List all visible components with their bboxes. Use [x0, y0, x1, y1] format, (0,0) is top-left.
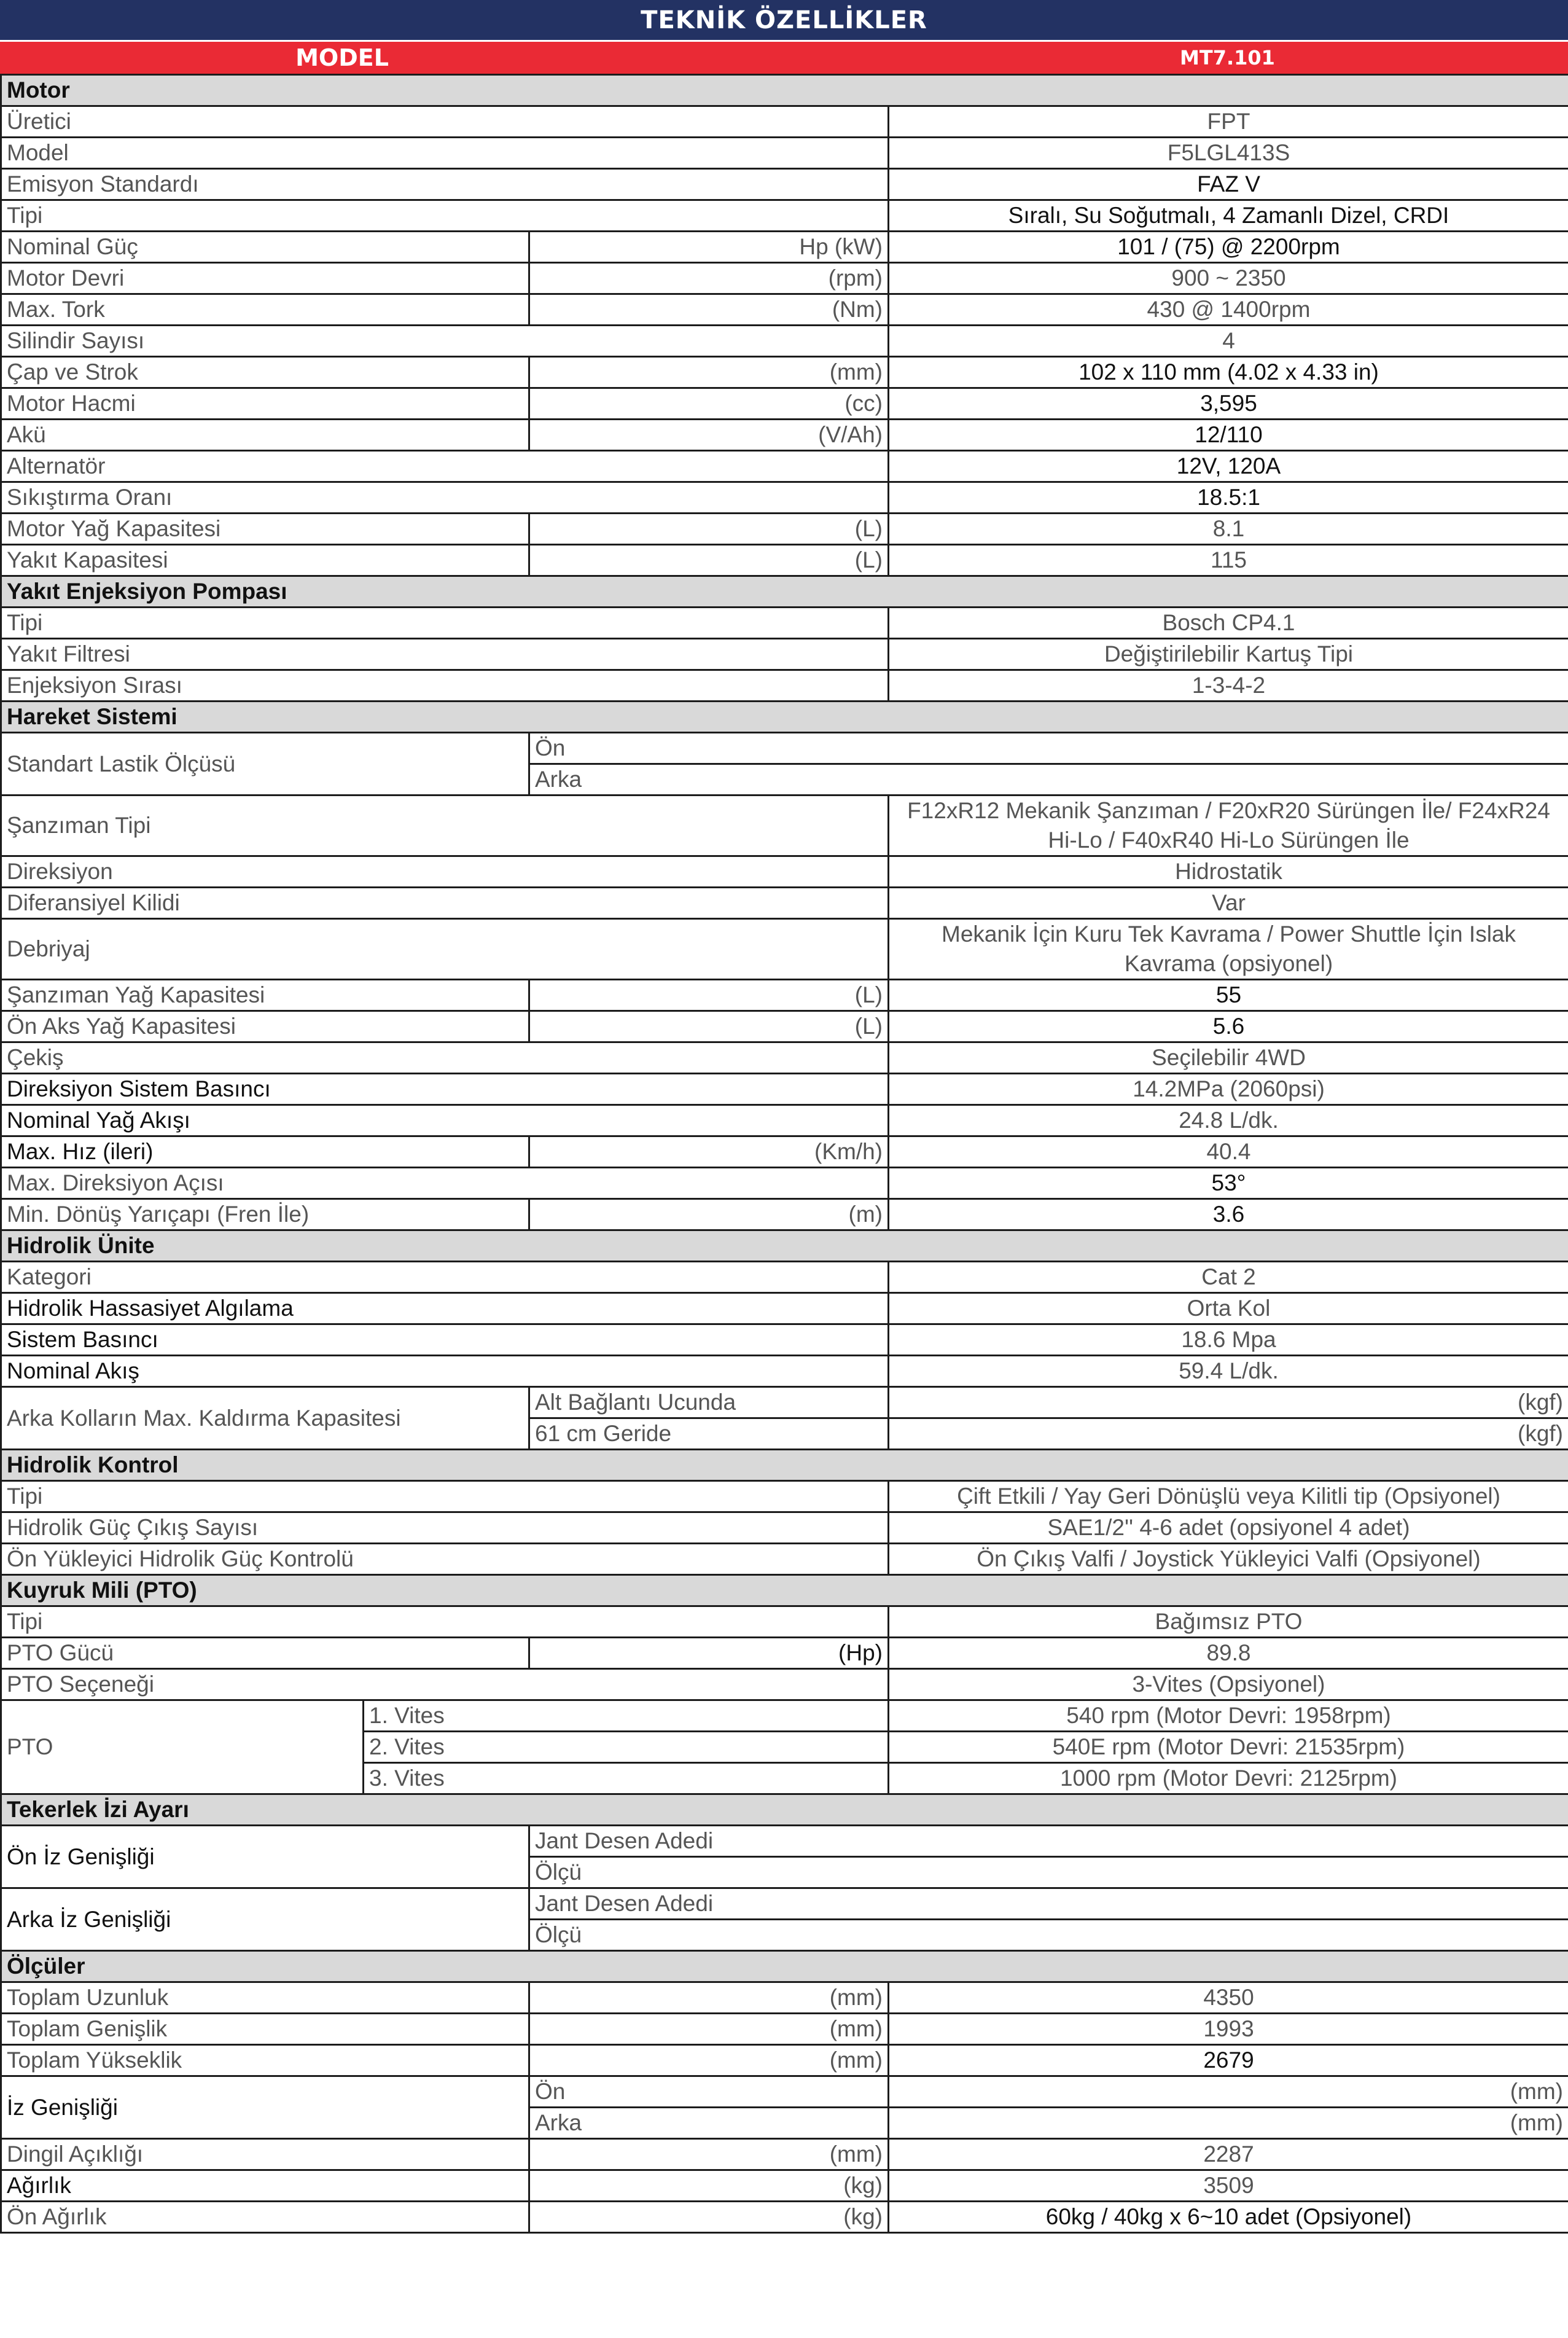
row-value: 55: [889, 980, 1568, 1011]
row-value: 4350: [889, 1982, 1568, 2014]
row-label: Motor Yağ Kapasitesi: [1, 514, 529, 545]
row-value: 89.8: [889, 1638, 1568, 1669]
row-label: Silindir Sayısı: [1, 326, 889, 357]
row-sublabel: Alt Bağlantı Ucunda: [529, 1387, 889, 1418]
row-label: Emisyon Standardı: [1, 169, 889, 200]
row-value: 60kg / 40kg x 6~10 adet (Opsiyonel): [889, 2202, 1568, 2233]
row-label: Sıkıştırma Oranı: [1, 482, 889, 514]
row-label: Tipi: [1, 1606, 889, 1638]
row-value: 101 / (75) @ 2200rpm: [889, 232, 1568, 263]
row-label: Nominal Yağ Akışı: [1, 1105, 889, 1136]
row-label: Sistem Basıncı: [1, 1324, 889, 1356]
row-sublabel: 61 cm Geride: [529, 1418, 889, 1450]
row-label: Hidrolik Hassasiyet Algılama: [1, 1293, 889, 1324]
row-label: Direksiyon Sistem Basıncı: [1, 1074, 889, 1105]
table-row: [1, 1105, 1568, 1136]
row-unit: (mm): [529, 2139, 889, 2170]
table-row: [1, 1042, 1568, 1074]
table-row: [1, 1481, 1568, 1512]
row-value: 5.6: [889, 1011, 1568, 1042]
table-row: [1, 1262, 1568, 1293]
section-title: Hareket Sistemi: [1, 702, 1568, 733]
row-label: Arka İz Genişliği: [1, 1888, 529, 1951]
table-row: [1, 1324, 1568, 1356]
row-value: Cat 2: [889, 1262, 1568, 1293]
table-row: [1, 1356, 1568, 1387]
row-label: Nominal Güç: [1, 232, 529, 263]
row-value: Var: [889, 888, 1568, 919]
row-label: Ön Yükleyici Hidrolik Güç Kontrolü: [1, 1544, 889, 1575]
row-value: 540 rpm (Motor Devri: 1958rpm): [889, 1700, 1568, 1732]
table-row: [1, 733, 1568, 764]
row-label: Yakıt Kapasitesi: [1, 545, 529, 576]
table-row: [1, 1826, 1568, 1857]
row-value: 1000 rpm (Motor Devri: 2125rpm): [889, 1763, 1568, 1794]
row-unit: (rpm): [529, 263, 889, 294]
table-row: [1, 1638, 1568, 1669]
section-header-row: [1, 1230, 1568, 1262]
row-value: 40.4: [889, 1136, 1568, 1168]
table-row: [1, 639, 1568, 670]
table-row: [1, 670, 1568, 702]
row-label: Ön Aks Yağ Kapasitesi: [1, 1011, 529, 1042]
section-title: Ölçüler: [1, 1951, 1568, 1982]
row-sublabel: 1. Vites: [364, 1700, 889, 1732]
row-value: 900 ~ 2350: [889, 263, 1568, 294]
table-row: [1, 2045, 1568, 2076]
table-row: [1, 1199, 1568, 1230]
table-row: [1, 420, 1568, 451]
row-value: 53°: [889, 1168, 1568, 1199]
table-row: [1, 1982, 1568, 2014]
row-label: İz Genişliği: [1, 2076, 529, 2139]
spec-table: [0, 74, 1568, 2234]
table-row: [1, 138, 1568, 169]
row-value: 2679: [889, 2045, 1568, 2076]
table-row: [1, 1544, 1568, 1575]
row-unit: (kg): [529, 2202, 889, 2233]
table-row: [1, 1387, 1568, 1418]
row-label: Şanzıman Tipi: [1, 796, 889, 856]
table-row: [1, 232, 1568, 263]
row-value: 1993: [889, 2014, 1568, 2045]
table-row: [1, 608, 1568, 639]
table-row: [1, 294, 1568, 326]
model-header: [0, 42, 1568, 74]
row-sublabel: Arka: [529, 2108, 889, 2139]
table-row: [1, 388, 1568, 420]
table-row: [1, 1011, 1568, 1042]
table-row: [1, 451, 1568, 482]
row-label: Toplam Uzunluk: [1, 1982, 529, 2014]
row-label: Max. Direksiyon Açısı: [1, 1168, 889, 1199]
row-label: Tipi: [1, 608, 889, 639]
table-row: [1, 482, 1568, 514]
row-value: 3-Vites (Opsiyonel): [889, 1669, 1568, 1700]
row-label: Ağırlık: [1, 2170, 529, 2202]
row-label: Ön Ağırlık: [1, 2202, 529, 2233]
row-sublabel: Ölçü: [529, 1857, 1568, 1888]
table-row: [1, 200, 1568, 232]
table-row: [1, 796, 1568, 856]
row-value: 102 x 110 mm (4.02 x 4.33 in): [889, 357, 1568, 388]
table-row: [1, 856, 1568, 888]
table-row: [1, 514, 1568, 545]
row-label: Motor Hacmi: [1, 388, 529, 420]
section-header-row: [1, 702, 1568, 733]
row-value: SAE1/2'' 4-6 adet (opsiyonel 4 adet): [889, 1512, 1568, 1544]
section-title: Kuyruk Mili (PTO): [1, 1575, 1568, 1606]
row-unit: (mm): [889, 2076, 1568, 2108]
table-row: [1, 919, 1568, 980]
row-value: 3.6: [889, 1199, 1568, 1230]
row-label: Motor Devri: [1, 263, 529, 294]
section-header-row: [1, 1951, 1568, 1982]
row-label: Dingil Açıklığı: [1, 2139, 529, 2170]
row-sublabel: 3. Vites: [364, 1763, 889, 1794]
row-unit: (mm): [529, 357, 889, 388]
row-value: 3509: [889, 2170, 1568, 2202]
row-label: Alternatör: [1, 451, 889, 482]
row-label: Enjeksiyon Sırası: [1, 670, 889, 702]
row-unit: (kgf): [889, 1418, 1568, 1450]
table-row: [1, 1700, 1568, 1732]
row-unit: (cc): [529, 388, 889, 420]
row-label: Model: [1, 138, 889, 169]
row-unit: (mm): [889, 2108, 1568, 2139]
row-sublabel: Jant Desen Adedi: [529, 1888, 1568, 1920]
row-label: Min. Dönüş Yarıçapı (Fren İle): [1, 1199, 529, 1230]
row-sublabel: Ön: [529, 733, 1568, 764]
row-value: F12xR12 Mekanik Şanzıman / F20xR20 Sürüngen İle/ F24xR24 Hi-Lo / F40xR40 Hi-Lo Sürüngen İle: [889, 796, 1568, 856]
section-header-row: [1, 576, 1568, 608]
row-label: Şanzıman Yağ Kapasitesi: [1, 980, 529, 1011]
row-value: 115: [889, 545, 1568, 576]
row-value: Orta Kol: [889, 1293, 1568, 1324]
table-row: [1, 1168, 1568, 1199]
row-value: Bağımsız PTO: [889, 1606, 1568, 1638]
row-value: Ön Çıkış Valfi / Joystick Yükleyici Valfi (Opsiyonel): [889, 1544, 1568, 1575]
row-value: 8.1: [889, 514, 1568, 545]
row-label: Arka Kolların Max. Kaldırma Kapasitesi: [1, 1387, 529, 1450]
row-value: Hidrostatik: [889, 856, 1568, 888]
row-value: Bosch CP4.1: [889, 608, 1568, 639]
row-unit: (Km/h): [529, 1136, 889, 1168]
row-label: Nominal Akış: [1, 1356, 889, 1387]
row-value: FPT: [889, 106, 1568, 138]
section-title: Yakıt Enjeksiyon Pompası: [1, 576, 1568, 608]
table-row: [1, 2170, 1568, 2202]
model-label: MODEL: [295, 44, 389, 71]
table-row: [1, 2076, 1568, 2108]
section-title: Tekerlek İzi Ayarı: [1, 1794, 1568, 1826]
table-row: [1, 263, 1568, 294]
row-value: 59.4 L/dk.: [889, 1356, 1568, 1387]
row-label: Çap ve Strok: [1, 357, 529, 388]
row-label: Max. Hız (ileri): [1, 1136, 529, 1168]
table-row: [1, 1136, 1568, 1168]
row-unit: Hp (kW): [529, 232, 889, 263]
section-title: Hidrolik Ünite: [1, 1230, 1568, 1262]
row-value: 3,595: [889, 388, 1568, 420]
row-value: Çift Etkili / Yay Geri Dönüşlü veya Kilitli tip (Opsiyonel): [889, 1481, 1568, 1512]
row-label: Üretici: [1, 106, 889, 138]
row-label: Ön İz Genişliği: [1, 1826, 529, 1888]
row-value: 18.6 Mpa: [889, 1324, 1568, 1356]
table-row: [1, 357, 1568, 388]
row-label: Direksiyon: [1, 856, 889, 888]
row-unit: (L): [529, 980, 889, 1011]
row-label: Tipi: [1, 1481, 889, 1512]
row-value: 2287: [889, 2139, 1568, 2170]
row-sublabel: Arka: [529, 764, 1568, 796]
table-row: [1, 1074, 1568, 1105]
table-row: [1, 326, 1568, 357]
row-unit: (m): [529, 1199, 889, 1230]
row-label: Tipi: [1, 200, 889, 232]
row-label: Toplam Yükseklik: [1, 2045, 529, 2076]
section-header-row: [1, 1575, 1568, 1606]
row-unit: (Hp): [529, 1638, 889, 1669]
row-label: Debriyaj: [1, 919, 889, 980]
table-row: [1, 106, 1568, 138]
row-label: Hidrolik Güç Çıkış Sayısı: [1, 1512, 889, 1544]
row-sublabel: 2. Vites: [364, 1732, 889, 1763]
row-unit: (V/Ah): [529, 420, 889, 451]
row-unit: (L): [529, 1011, 889, 1042]
row-unit: (Nm): [529, 294, 889, 326]
row-sublabel: Ölçü: [529, 1920, 1568, 1951]
row-unit: (L): [529, 514, 889, 545]
row-label: Toplam Genişlik: [1, 2014, 529, 2045]
row-label: PTO Seçeneği: [1, 1669, 889, 1700]
row-label: PTO Gücü: [1, 1638, 529, 1669]
row-label: Diferansiyel Kilidi: [1, 888, 889, 919]
section-title: Hidrolik Kontrol: [1, 1450, 1568, 1481]
table-row: [1, 888, 1568, 919]
row-value: 540E rpm (Motor Devri: 21535rpm): [889, 1732, 1568, 1763]
row-label: Max. Tork: [1, 294, 529, 326]
row-value: 12V, 120A: [889, 451, 1568, 482]
row-sublabel: Ön: [529, 2076, 889, 2108]
section-header-row: [1, 75, 1568, 106]
row-unit: (mm): [529, 2014, 889, 2045]
row-value: 12/110: [889, 420, 1568, 451]
row-unit: (L): [529, 545, 889, 576]
model-value: MT7.101: [1180, 46, 1275, 69]
row-value: 430 @ 1400rpm: [889, 294, 1568, 326]
page-title: TEKNİK ÖZELLİKLER: [0, 0, 1568, 42]
table-row: [1, 1606, 1568, 1638]
table-row: [1, 1293, 1568, 1324]
row-unit: (kg): [529, 2170, 889, 2202]
table-row: [1, 169, 1568, 200]
row-sublabel: Jant Desen Adedi: [529, 1826, 1568, 1857]
section-header-row: [1, 1794, 1568, 1826]
table-row: [1, 2014, 1568, 2045]
row-label: Çekiş: [1, 1042, 889, 1074]
row-value: Mekanik İçin Kuru Tek Kavrama / Power Shuttle İçin Islak Kavrama (opsiyonel): [889, 919, 1568, 980]
table-row: [1, 1512, 1568, 1544]
table-row: [1, 2139, 1568, 2170]
section-title: Motor: [1, 75, 1568, 106]
table-row: [1, 1669, 1568, 1700]
row-label: Yakıt Filtresi: [1, 639, 889, 670]
row-value: 24.8 L/dk.: [889, 1105, 1568, 1136]
section-header-row: [1, 1450, 1568, 1481]
row-value: 1-3-4-2: [889, 670, 1568, 702]
row-label: PTO: [1, 1700, 364, 1794]
table-row: [1, 2202, 1568, 2233]
row-value: 14.2MPa (2060psi): [889, 1074, 1568, 1105]
row-value: 4: [889, 326, 1568, 357]
row-value: Sıralı, Su Soğutmalı, 4 Zamanlı Dizel, CRDI: [889, 200, 1568, 232]
row-label: Kategori: [1, 1262, 889, 1293]
table-row: [1, 1888, 1568, 1920]
row-value: F5LGL413S: [889, 138, 1568, 169]
row-value: FAZ V: [889, 169, 1568, 200]
row-value: 18.5:1: [889, 482, 1568, 514]
table-row: [1, 545, 1568, 576]
row-label: Akü: [1, 420, 529, 451]
row-unit: (kgf): [889, 1387, 1568, 1418]
row-unit: (mm): [529, 1982, 889, 2014]
row-unit: (mm): [529, 2045, 889, 2076]
row-value: Seçilebilir 4WD: [889, 1042, 1568, 1074]
row-value: Değiştirilebilir Kartuş Tipi: [889, 639, 1568, 670]
row-label: Standart Lastik Ölçüsü: [1, 733, 529, 796]
table-row: [1, 980, 1568, 1011]
